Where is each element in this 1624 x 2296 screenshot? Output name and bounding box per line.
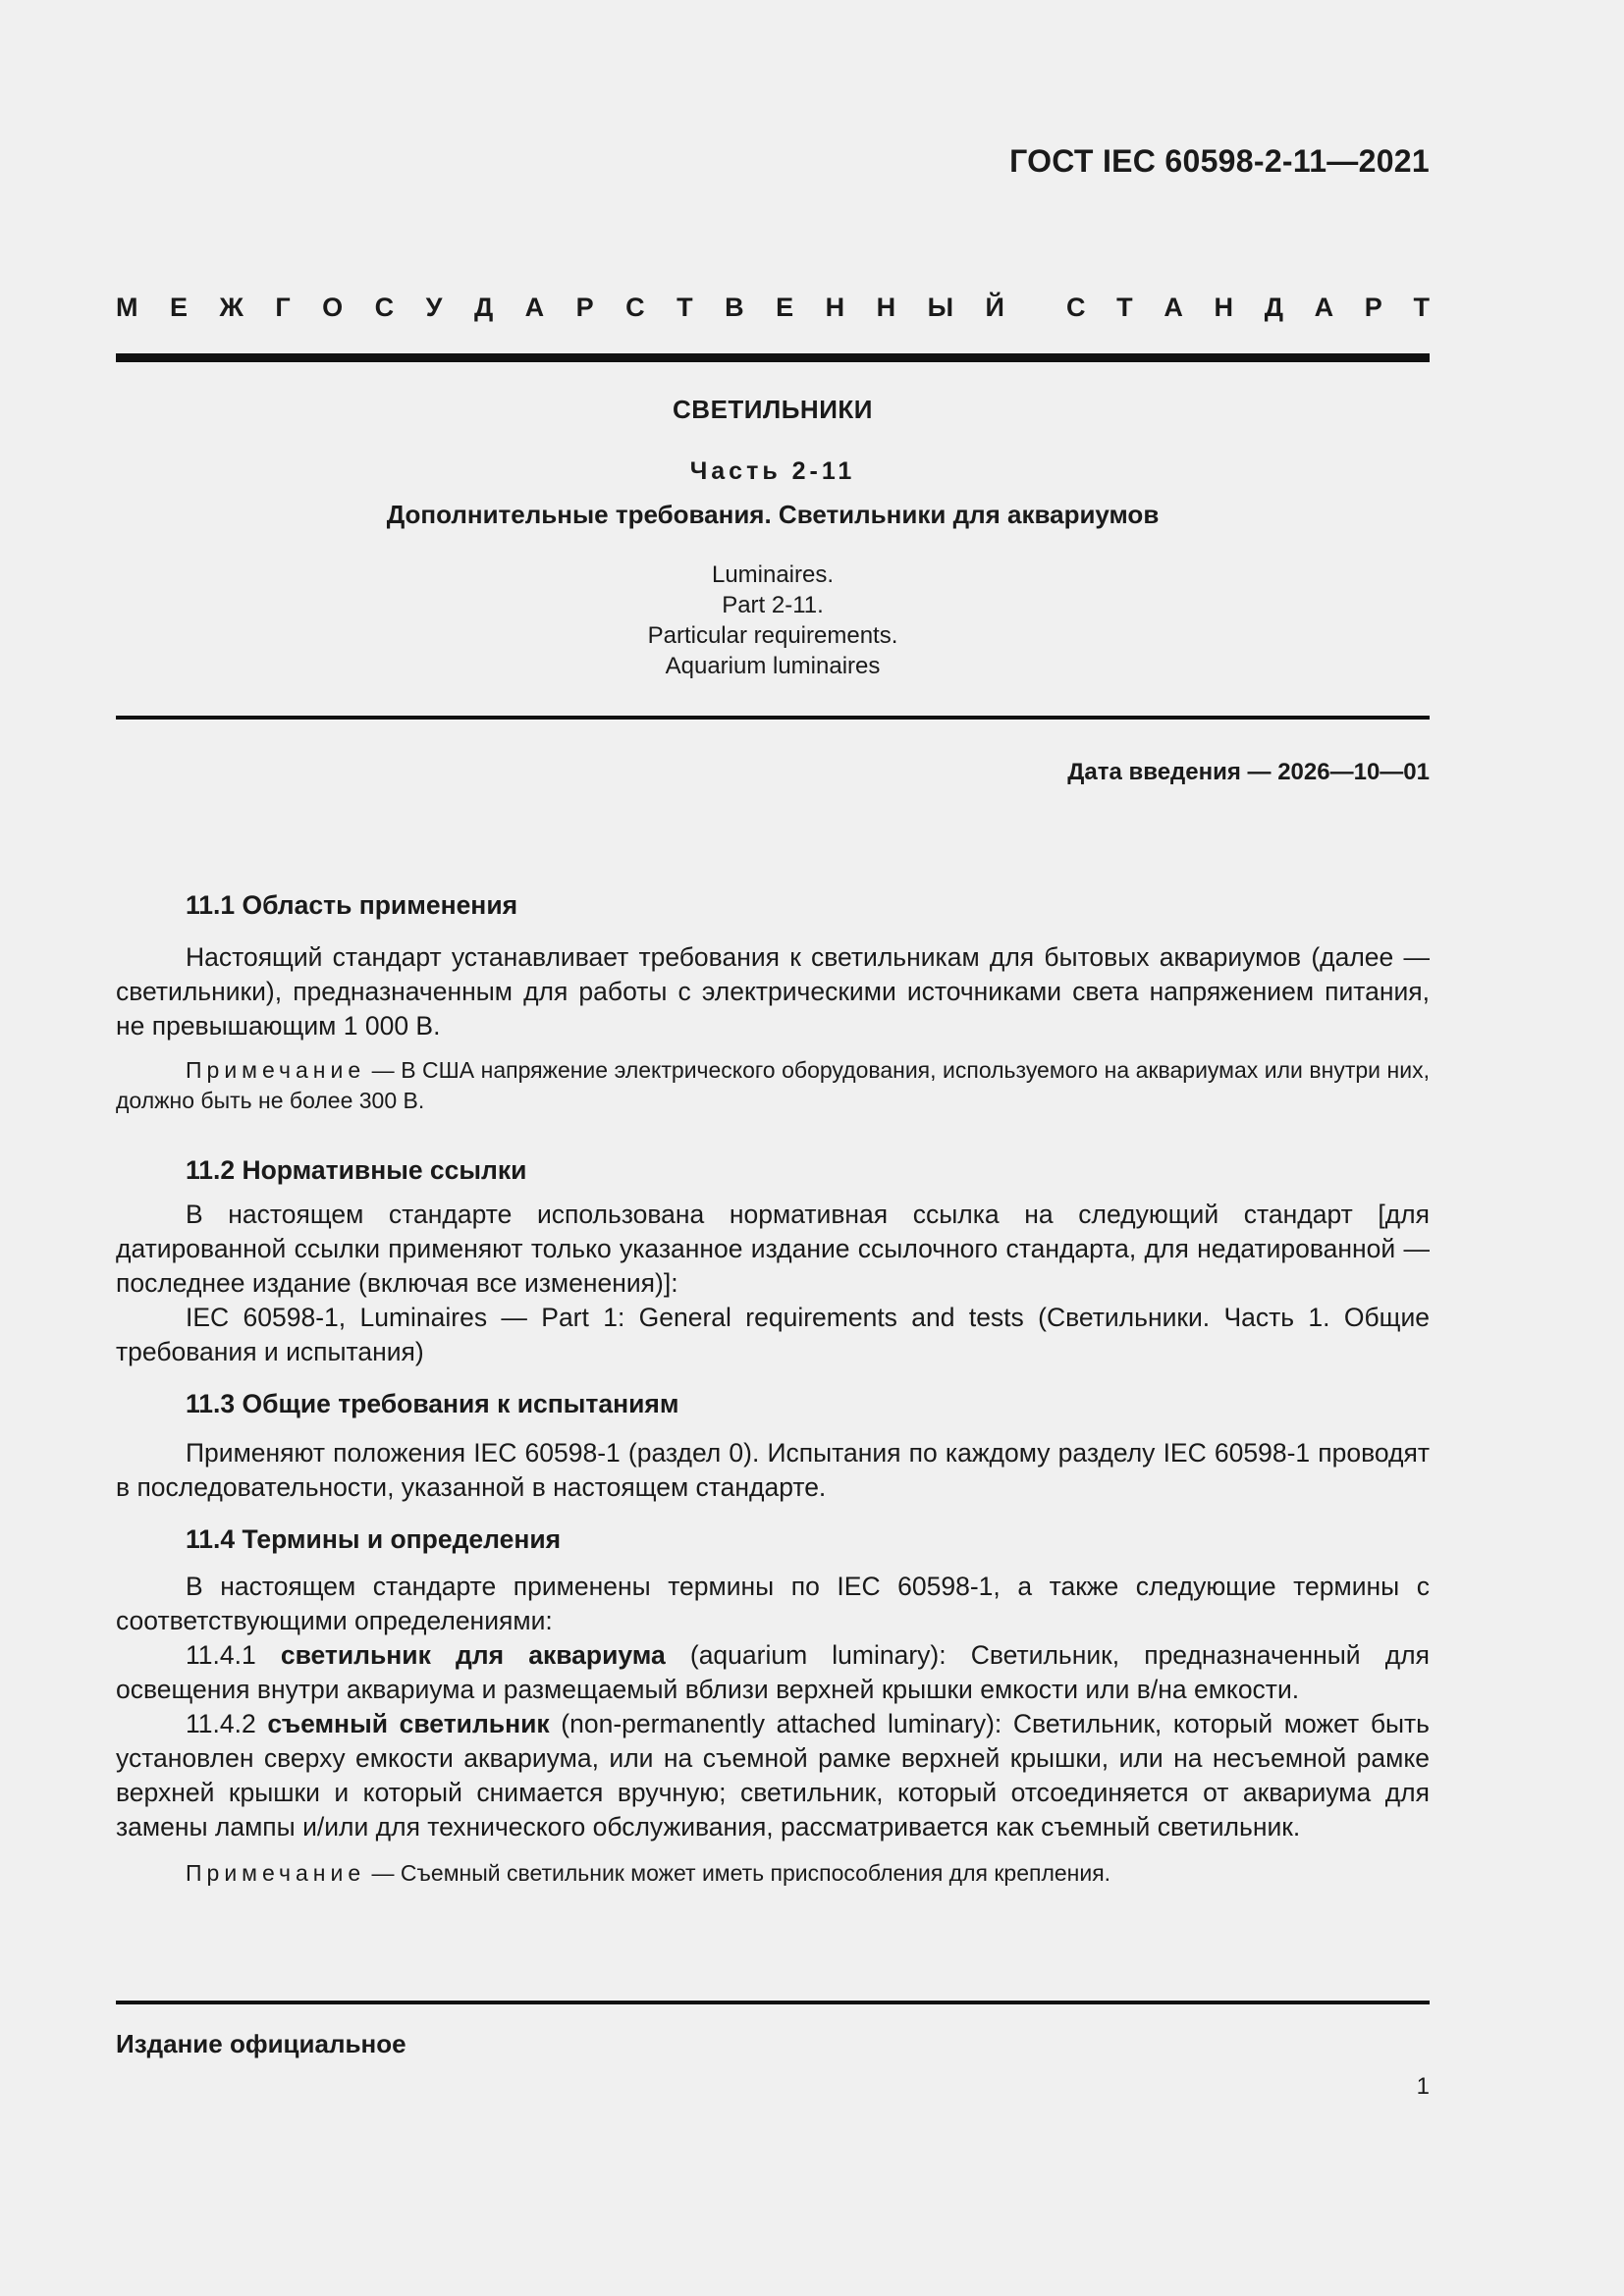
- note-text: — В США напряжение электрического оборудования, используемого на аквариумах или внутри них, должно быть не более 300 В.: [116, 1057, 1430, 1113]
- banner-letter: Т: [677, 292, 693, 322]
- banner-letter: Т: [1116, 292, 1133, 322]
- page-number: 1: [1416, 2073, 1430, 2100]
- section-heading: 11.4 Термины и определения: [186, 1524, 562, 1554]
- banner-letter: Н: [825, 292, 845, 322]
- banner-letter: Е: [776, 292, 794, 322]
- term-number: 11.4.2: [186, 1709, 268, 1738]
- banner-letter: А: [524, 292, 545, 322]
- banner-letter: У: [425, 292, 443, 322]
- banner-word-standard: [1066, 293, 1430, 323]
- thick-divider: [116, 353, 1430, 362]
- document-subtitle: Дополнительные требования. Светильники для аквариумов: [386, 500, 1160, 529]
- document-part: Часть 2-11: [689, 457, 856, 485]
- english-title-line: Particular requirements.: [647, 622, 898, 649]
- banner-letter: С: [1066, 292, 1086, 322]
- banner-letter: Е: [169, 292, 188, 322]
- date-of-introduction: Дата введения — 2026—10—01: [1067, 759, 1430, 785]
- paragraph: В настоящем стандарте применены термины по IEC 60598-1, а также следующие термины с соответствующими определениями:: [116, 1572, 1430, 1635]
- banner-letter: Ж: [219, 292, 244, 322]
- english-title-line: Aquarium luminaires: [665, 653, 881, 679]
- banner-letter: Д: [1264, 292, 1283, 322]
- banner-letter: О: [322, 292, 344, 322]
- paragraph: IEC 60598-1, Luminaires — Part 1: General requirements and tests (Светильники. Часть 1. Общие требования и испытания): [116, 1303, 1430, 1366]
- term: светильник для аквариума: [280, 1640, 666, 1670]
- note: [116, 1858, 1430, 1889]
- banner-letter: Н: [1214, 292, 1234, 322]
- banner-letter: Д: [473, 292, 494, 322]
- term-definition: [116, 1638, 1430, 1707]
- english-title-line: Part 2-11.: [722, 592, 824, 618]
- edition-label: Издание официальное: [116, 2029, 406, 2058]
- banner-letter: С: [374, 292, 395, 322]
- paragraph: В настоящем стандарте использована нормативная ссылка на следующий стандарт [для датированной ссылки применяют только указанное издание ссылочного стандарта, для недатированной — последнее издание (включая все изменения)]:: [116, 1200, 1430, 1298]
- banner-letter: А: [1164, 292, 1183, 322]
- banner-letter: Р: [575, 292, 594, 322]
- banner-letter: Ы: [927, 292, 954, 322]
- footer-divider: [116, 2001, 1430, 2004]
- english-title: [116, 560, 1430, 681]
- term-text: (aquarium luminary): Светильник, предназначенный для освещения внутри аквариума и размещаемый вблизи верхней крышки емкости или в/на емкости.: [116, 1640, 1430, 1704]
- note: [116, 1055, 1430, 1116]
- section-heading: 11.1 Область применения: [186, 890, 518, 920]
- banner-letter: А: [1314, 292, 1334, 322]
- document-title: СВЕТИЛЬНИКИ: [673, 395, 873, 424]
- banner-letter: Й: [985, 292, 1004, 322]
- section-heading: 11.2 Нормативные ссылки: [186, 1155, 527, 1185]
- banner-word-interstate: [116, 293, 1004, 323]
- note-label: Примечание: [186, 1057, 366, 1083]
- english-title-line: Luminaires.: [711, 561, 835, 588]
- banner-letter: Н: [876, 292, 896, 322]
- banner-letter: Р: [1364, 292, 1382, 322]
- standard-code: ГОСТ IEC 60598-2-11—2021: [1009, 143, 1430, 179]
- term-number: 11.4.1: [186, 1640, 281, 1670]
- banner-letter: В: [725, 292, 744, 322]
- term: съемный светильник: [267, 1709, 550, 1738]
- note-label: Примечание: [186, 1860, 366, 1886]
- divider: [116, 716, 1430, 720]
- term-definition: [116, 1707, 1430, 1844]
- term-text: (non-permanently attached luminary): Светильник, который может быть установлен сверху емкости аквариума, или на съемной рамке верхней крышки, или на несъемной рамке верхней крышки и который снимается вручную; светильник, который отсоединяется от аквариума для замены лампы и/или для технического обслуживания, рассматривается как съемный светильник.: [116, 1709, 1430, 1842]
- banner-letter: С: [625, 292, 645, 322]
- banner-letter: Г: [275, 292, 291, 322]
- document-body: [116, 888, 1430, 1889]
- paragraph: Применяют положения IEC 60598-1 (раздел 0). Испытания по каждому разделу IEC 60598-1 проводят в последовательности, указанной в настоящем стандарте.: [116, 1438, 1430, 1502]
- banner-letter: Т: [1413, 292, 1430, 322]
- note-text: — Съемный светильник может иметь приспособления для крепления.: [365, 1860, 1111, 1886]
- banner-letter: М: [116, 292, 138, 322]
- paragraph: Настоящий стандарт устанавливает требования к светильникам для бытовых аквариумов (далее — светильники), предназначенным для работы с электрическими источниками света напряжением питания, не превышающим 1 000 В.: [116, 942, 1430, 1041]
- section-heading: 11.3 Общие требования к испытаниям: [186, 1389, 679, 1418]
- interstate-standard-banner: [116, 291, 1430, 324]
